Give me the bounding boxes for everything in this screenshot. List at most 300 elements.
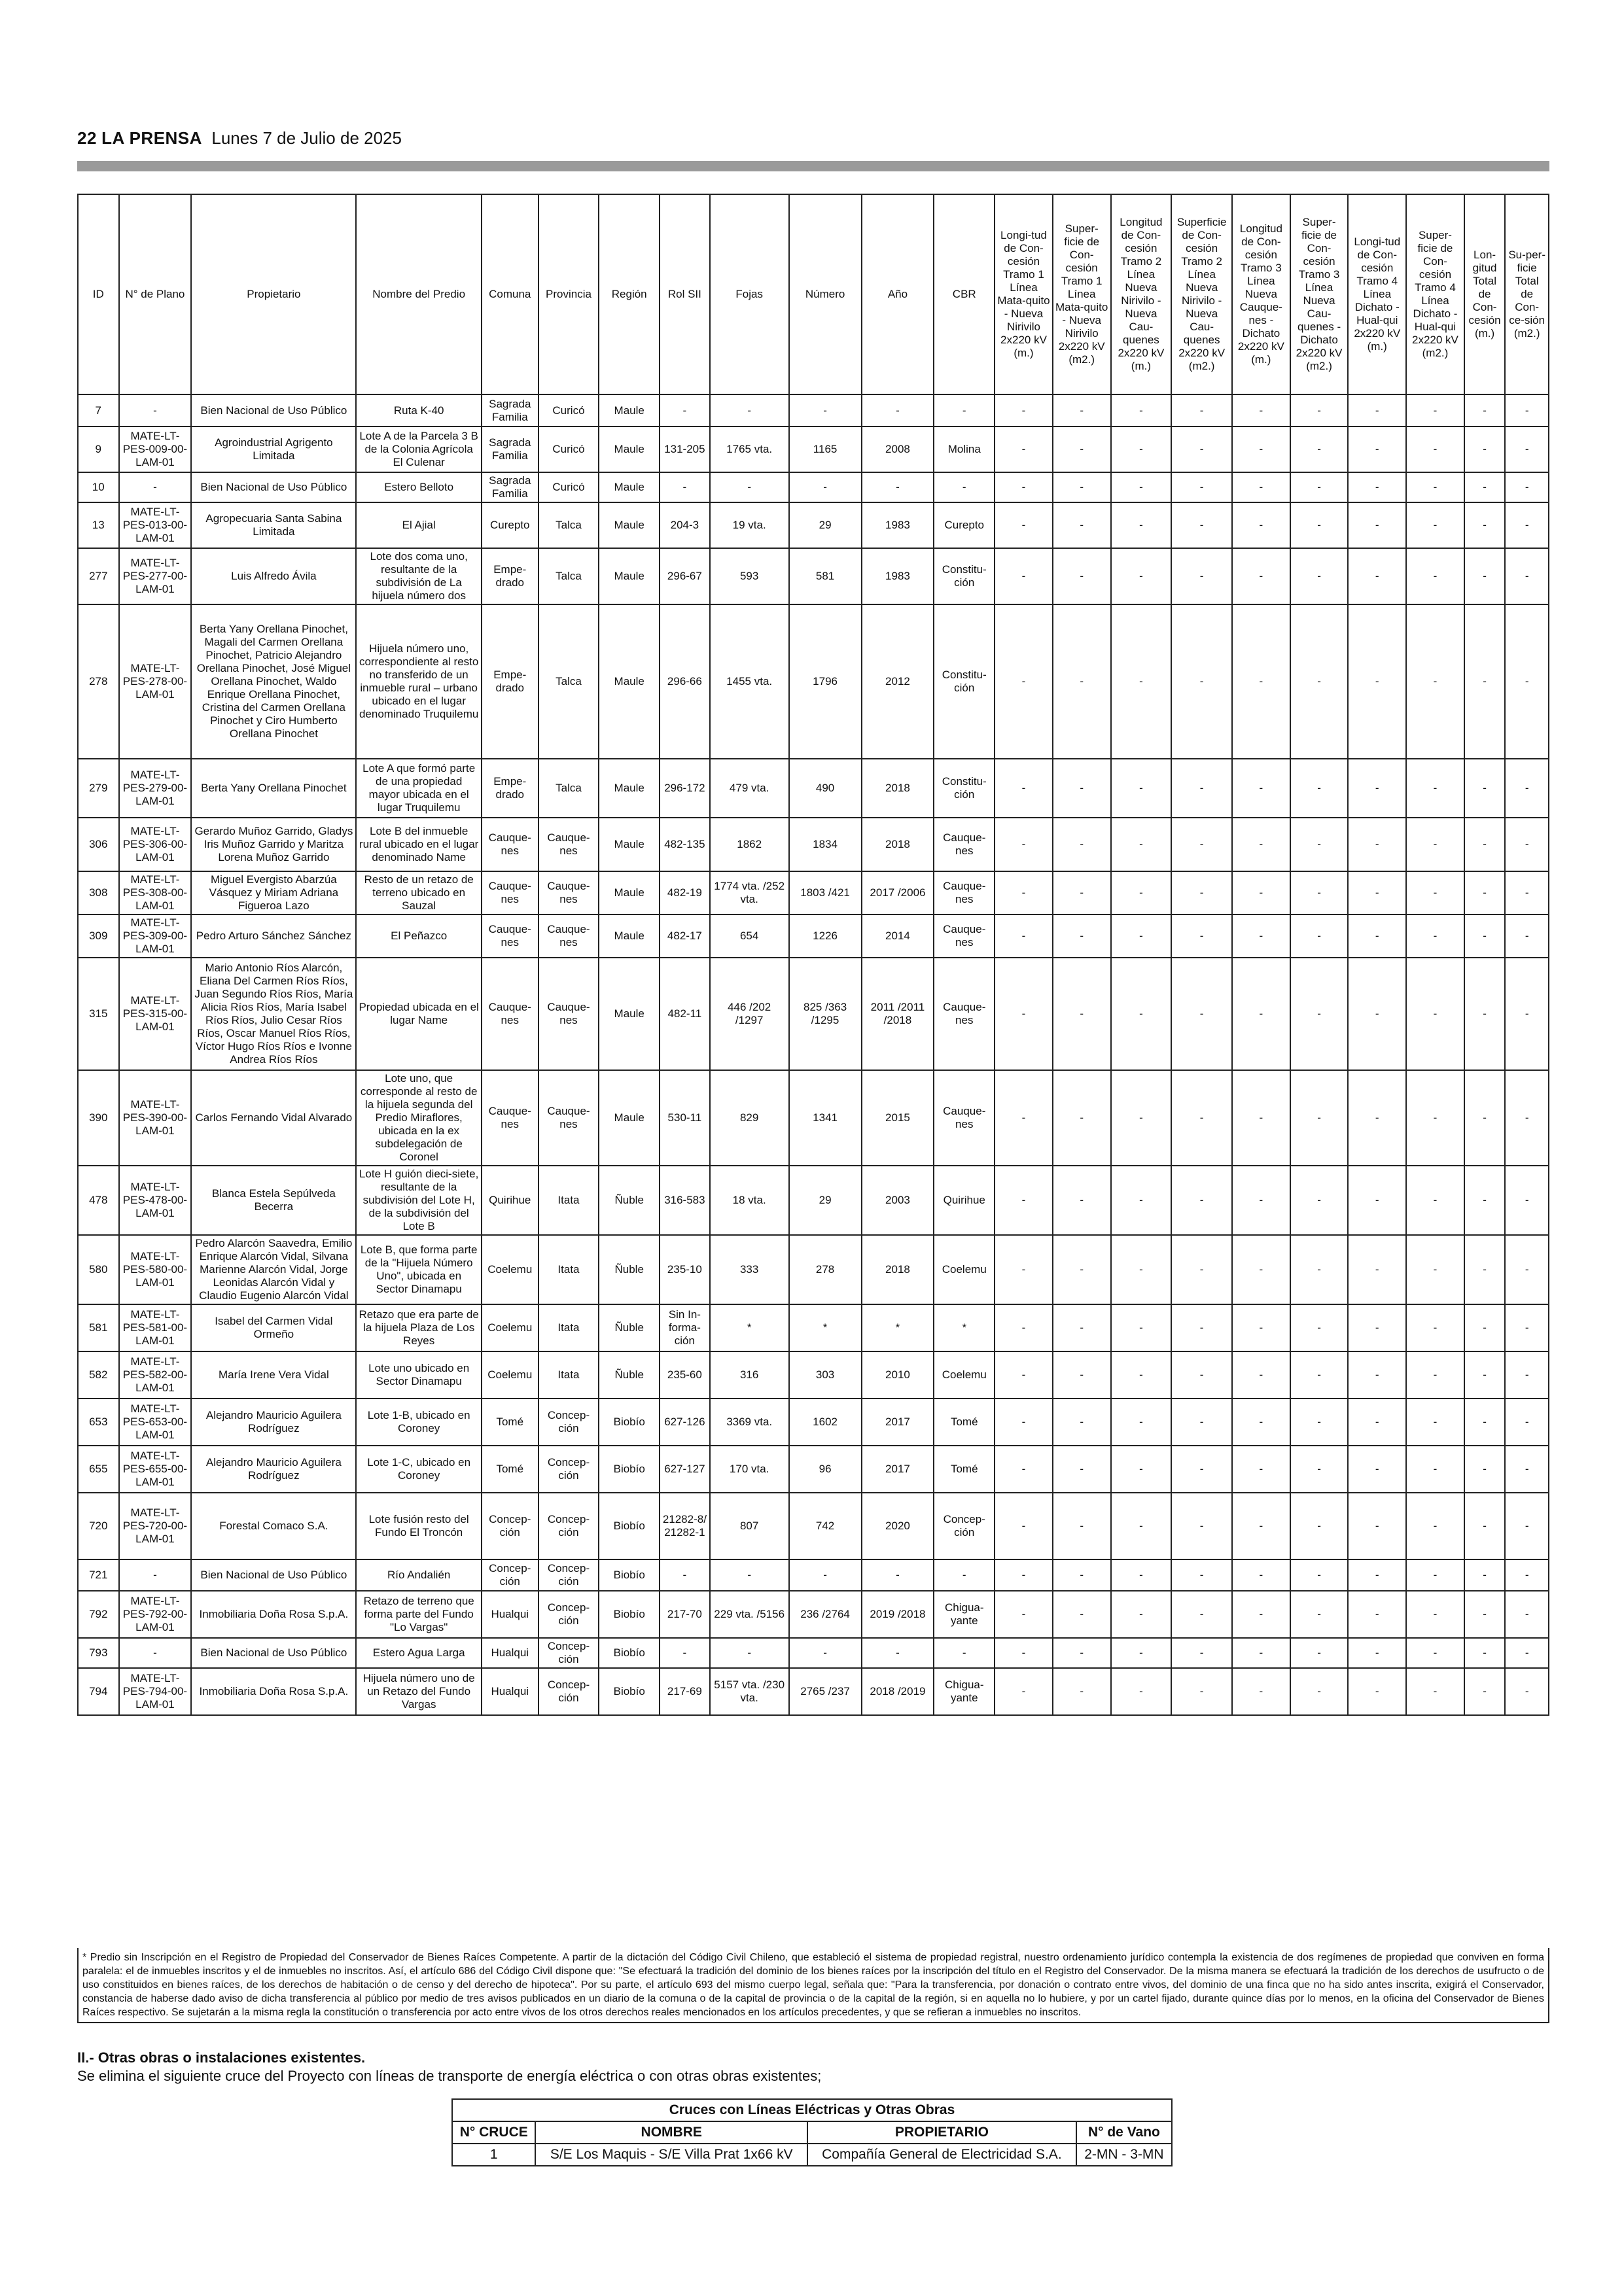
table-cell: Hualqui	[482, 1591, 538, 1638]
table-cell-dash: -	[1232, 1591, 1290, 1638]
table-cell: Concep-ción	[538, 1559, 599, 1591]
table-cell: Concep-ción	[538, 1591, 599, 1638]
table-cell: Cauque-nes	[538, 818, 599, 871]
table-cell: -	[119, 1559, 192, 1591]
table-cell: 296-66	[660, 604, 710, 759]
table-cell-dash: -	[1171, 426, 1232, 472]
table-cell: Biobío	[599, 1493, 660, 1559]
table-cell-dash: -	[1464, 604, 1506, 759]
table-cell: Agroindustrial Agrigento Limitada	[191, 426, 356, 472]
table-cell-dash: -	[1406, 871, 1464, 914]
table-cell: Berta Yany Orellana Pinochet	[191, 759, 356, 818]
table-cell-dash: -	[1290, 548, 1349, 604]
table-cell: 490	[789, 759, 862, 818]
table-row	[78, 1235, 1549, 1304]
table-row	[78, 1668, 1549, 1715]
table-cell: Cauque-nes	[934, 958, 995, 1070]
table-cell: Hualqui	[482, 1668, 538, 1715]
table-cell-dash: -	[1290, 914, 1349, 958]
table-cell: -	[710, 1638, 789, 1668]
table-cell-dash: -	[1406, 1399, 1464, 1446]
table-cell-dash: -	[1053, 1399, 1111, 1446]
table-cell: Constitu-ción	[934, 548, 995, 604]
table-cell: Lote B, que forma parte de la "Hijuela Número Uno", ubicada en Sector Dinamapu	[356, 1235, 482, 1304]
table-cell: -	[119, 472, 192, 502]
table-cell-dash: -	[995, 1668, 1053, 1715]
table-cell-dash: -	[1348, 548, 1406, 604]
table-cell: Ñuble	[599, 1304, 660, 1351]
table-cell: 18 vta.	[710, 1166, 789, 1235]
table-cell: Pedro Alarcón Saavedra, Emilio Enrique Alarcón Vidal, Silvana Marienne Alarcón Vidal, Jorge Leonidas Alarcón Vidal y Claudio Eugenio Alarcón Vidal	[191, 1235, 356, 1304]
table-cell-dash: -	[1505, 818, 1549, 871]
table-cell-dash: -	[1348, 871, 1406, 914]
table-cell: MATE-LT-PES-720-00-LAM-01	[119, 1493, 192, 1559]
table-cell: 315	[78, 958, 119, 1070]
table-cell: Estero Agua Larga	[356, 1638, 482, 1668]
table-cell: -	[934, 1638, 995, 1668]
table-cell-dash: -	[995, 958, 1053, 1070]
column-header: Su-per-ficie Total de Con-ce-sión (m2.)	[1505, 194, 1549, 394]
table-cell-dash: -	[1171, 548, 1232, 604]
table-cell: Curicó	[538, 426, 599, 472]
table-cell-dash: -	[1111, 472, 1172, 502]
table-cell: Cauque-nes	[934, 914, 995, 958]
table-cell-dash: -	[1232, 914, 1290, 958]
table-cell-dash: -	[1406, 759, 1464, 818]
table-cell: Lote 1-B, ubicado en Coroney	[356, 1399, 482, 1446]
table-cell: *	[934, 1304, 995, 1351]
column-header: Número	[789, 194, 862, 394]
table-cell-dash: -	[1505, 426, 1549, 472]
table-cell: 9	[78, 426, 119, 472]
table-cell-dash: -	[1505, 1446, 1549, 1493]
table-row	[78, 1559, 1549, 1591]
table-cell: -	[119, 394, 192, 426]
table-row	[78, 818, 1549, 871]
table-cell-dash: -	[1053, 502, 1111, 548]
table-cell-dash: -	[1232, 1668, 1290, 1715]
column-header: Comuna	[482, 194, 538, 394]
table-cell: 1796	[789, 604, 862, 759]
table-cell-dash: -	[1171, 958, 1232, 1070]
table-cell-dash: -	[1406, 1304, 1464, 1351]
table-cell-dash: -	[1111, 1304, 1172, 1351]
table-cell: 530-11	[660, 1070, 710, 1166]
table-header-row	[78, 194, 1549, 394]
table-cell: Empe-drado	[482, 759, 538, 818]
table-cell: 593	[710, 548, 789, 604]
table-cell-dash: -	[1053, 1591, 1111, 1638]
table-cell: Biobío	[599, 1591, 660, 1638]
table-cell-dash: -	[1053, 472, 1111, 502]
table-cell: El Peñazco	[356, 914, 482, 958]
table-row	[78, 1493, 1549, 1559]
table-cell: MATE-LT-PES-792-00-LAM-01	[119, 1591, 192, 1638]
table-cell: Forestal Comaco S.A.	[191, 1493, 356, 1559]
table-cell: 1341	[789, 1070, 862, 1166]
table-cell: 482-135	[660, 818, 710, 871]
table-cell: MATE-LT-PES-478-00-LAM-01	[119, 1166, 192, 1235]
table-cell-dash: -	[1505, 1166, 1549, 1235]
table-cell-dash: -	[1290, 1166, 1349, 1235]
table-cell: Maule	[599, 426, 660, 472]
table-row	[78, 394, 1549, 426]
table-cell-dash: -	[1505, 914, 1549, 958]
table-cell-dash: -	[1232, 604, 1290, 759]
table-row	[78, 426, 1549, 472]
table-cell: Río Andalién	[356, 1559, 482, 1591]
table-cell-dash: -	[1111, 1070, 1172, 1166]
column-header: Año	[862, 194, 934, 394]
table-cell-dash: -	[1348, 394, 1406, 426]
table-cell: 742	[789, 1493, 862, 1559]
table-cell: 1602	[789, 1399, 862, 1446]
table-cell-dash: -	[1464, 1070, 1506, 1166]
table-row	[78, 914, 1549, 958]
table-cell: Maule	[599, 958, 660, 1070]
table-cell-dash: -	[1232, 1166, 1290, 1235]
table-cell: MATE-LT-PES-009-00-LAM-01	[119, 426, 192, 472]
table-cell: 478	[78, 1166, 119, 1235]
table-cell: Concep-ción	[934, 1493, 995, 1559]
table-cell-dash: -	[1171, 502, 1232, 548]
table-cell: 217-69	[660, 1668, 710, 1715]
table-cell-dash: -	[1232, 502, 1290, 548]
table-row	[78, 871, 1549, 914]
table-cell-dash: -	[1171, 604, 1232, 759]
table-cell: 1834	[789, 818, 862, 871]
table-row	[78, 472, 1549, 502]
table-cell-dash: -	[1232, 1351, 1290, 1399]
table-cell: El Ajial	[356, 502, 482, 548]
table-cell: MATE-LT-PES-013-00-LAM-01	[119, 502, 192, 548]
table-cell-dash: -	[1232, 958, 1290, 1070]
column-header: Super-ficie de Con-cesión Tramo 4 Línea Dichato - Hual-qui 2x220 kV (m2.)	[1406, 194, 1464, 394]
section-heading: II.- Otras obras o instalaciones existentes.	[77, 2049, 366, 2066]
table-cell: Maule	[599, 502, 660, 548]
table-cell: Lote H guión dieci-siete, resultante de la subdivisión del Lote H, de la subdivisión del Lote B	[356, 1166, 482, 1235]
table-cell: Luis Alfredo Ávila	[191, 548, 356, 604]
table-cell-dash: -	[1290, 1351, 1349, 1399]
table-cell-dash: -	[1290, 1446, 1349, 1493]
table-cell: 1862	[710, 818, 789, 871]
table-cell: Concep-ción	[538, 1446, 599, 1493]
table-cell: 2010	[862, 1351, 934, 1399]
table-cell: 2018	[862, 759, 934, 818]
table-cell: 21282-8/ 21282-1	[660, 1493, 710, 1559]
table-cell: 277	[78, 548, 119, 604]
table-cell: 653	[78, 1399, 119, 1446]
table-cell: 655	[78, 1446, 119, 1493]
table-row	[78, 1070, 1549, 1166]
table-cell: Tomé	[934, 1399, 995, 1446]
table-cell-dash: -	[1505, 472, 1549, 502]
table-cell-dash: -	[1171, 1493, 1232, 1559]
footnote-text: * Predio sin Inscripción en el Registro de Propiedad del Conservador de Bienes Raíces Competente. A partir de la dictación del Código Civil Chileno, que estableció el sistema de propiedad registral, nuestro ordenamiento jurídico contempla la existencia de dos regímenes de propiedad que conviven en forma paralela: el de inmuebles inscritos y el de inmuebles no inscritos. Así, el artículo 686 del Código Civil dispone que: "Se efectuará la tradición del dominio de los bienes raíces por la inscripción del título en el Registro del Conservador. De la misma manera se efectuará la tradición de los derechos de usufructo o de uso constituidos en bienes raíces, de los derechos de habitación o de censo y del derecho de hipoteca". Por su parte, el artículo 693 del mismo cuerpo legal, señala que: "Para la transferencia, por donación o contrato entre vivos, del dominio de una finca que no ha sido antes inscrita, exigirá el Conservador, constancia de haberse dado aviso de dicha transferencia al público por medio de tres avisos publicados en un diario de la comuna o de la capital de provincia o de la capital de la región, si en aquella no lo hubiere, y por un cartel fijado, durante quince días por lo menos, en la oficina del Conservador de Bienes Raíces respectivo. Se sujetarán a la misma regla la constitución o transferencia por acto entre vivos de los otros derechos reales mencionados en los artículos precedentes, y que se refieran a inmuebles no inscritos.	[77, 1948, 1549, 2023]
crossings-row	[452, 2144, 1172, 2166]
table-cell: Biobío	[599, 1559, 660, 1591]
table-cell-dash: -	[1348, 759, 1406, 818]
table-cell-dash: -	[1348, 1638, 1406, 1668]
table-cell-dash: -	[1406, 1070, 1464, 1166]
table-cell-dash: -	[1232, 1399, 1290, 1446]
table-cell-dash: -	[1171, 1591, 1232, 1638]
table-cell: 2017 /2006	[862, 871, 934, 914]
table-cell: Maule	[599, 548, 660, 604]
crossings-table	[451, 2098, 1173, 2166]
table-cell: Carlos Fernando Vidal Alvarado	[191, 1070, 356, 1166]
table-cell: Cauque-nes	[538, 914, 599, 958]
table-cell: MATE-LT-PES-582-00-LAM-01	[119, 1351, 192, 1399]
table-cell: 482-17	[660, 914, 710, 958]
table-cell: Empe-drado	[482, 548, 538, 604]
table-cell-dash: -	[1111, 548, 1172, 604]
column-header: Provincia	[538, 194, 599, 394]
table-cell-dash: -	[1464, 1668, 1506, 1715]
table-cell: Estero Belloto	[356, 472, 482, 502]
table-cell-dash: -	[1111, 1591, 1172, 1638]
table-cell-dash: -	[1171, 1235, 1232, 1304]
table-cell-dash: -	[1232, 1304, 1290, 1351]
table-cell-dash: -	[1111, 914, 1172, 958]
table-cell-dash: -	[1406, 1235, 1464, 1304]
table-cell: -	[660, 472, 710, 502]
table-cell: 825 /363 /1295	[789, 958, 862, 1070]
table-cell: MATE-LT-PES-308-00-LAM-01	[119, 871, 192, 914]
table-cell-dash: -	[1406, 1668, 1464, 1715]
table-cell-dash: -	[1348, 818, 1406, 871]
table-cell: Itata	[538, 1304, 599, 1351]
table-cell: Sin In-forma-ción	[660, 1304, 710, 1351]
column-header: Longitud de Con-cesión Tramo 3 Línea Nueva Cauque-nes - Dichato 2x220 kV (m.)	[1232, 194, 1290, 394]
table-cell-dash: -	[1290, 1638, 1349, 1668]
table-cell-dash: -	[1406, 1559, 1464, 1591]
table-cell-dash: -	[1464, 1304, 1506, 1351]
table-cell: Coelemu	[482, 1235, 538, 1304]
table-cell-dash: -	[995, 426, 1053, 472]
table-cell: Inmobiliaria Doña Rosa S.p.A.	[191, 1668, 356, 1715]
column-header: CBR	[934, 194, 995, 394]
table-cell-dash: -	[995, 914, 1053, 958]
table-cell: 279	[78, 759, 119, 818]
table-cell: 390	[78, 1070, 119, 1166]
table-cell-dash: -	[1464, 1559, 1506, 1591]
table-cell: Lote A que formó parte de una propiedad mayor ubicada en el lugar Truquilemu	[356, 759, 482, 818]
table-cell-dash: -	[1171, 472, 1232, 502]
table-cell-dash: -	[1111, 1399, 1172, 1446]
table-cell: MATE-LT-PES-390-00-LAM-01	[119, 1070, 192, 1166]
table-cell-dash: -	[1406, 1446, 1464, 1493]
table-cell-dash: -	[1464, 394, 1506, 426]
table-cell: MATE-LT-PES-655-00-LAM-01	[119, 1446, 192, 1493]
table-cell: 13	[78, 502, 119, 548]
table-cell: Retazo de terreno que forma parte del Fundo "Lo Vargas"	[356, 1591, 482, 1638]
table-cell: Isabel del Carmen Vidal Ormeño	[191, 1304, 356, 1351]
table-cell: -	[862, 1559, 934, 1591]
table-cell: Alejandro Mauricio Aguilera Rodríguez	[191, 1399, 356, 1446]
table-cell-dash: -	[1348, 1591, 1406, 1638]
table-cell: 793	[78, 1638, 119, 1668]
table-cell: Lote dos coma uno, resultante de la subdivisión de La hijuela número dos	[356, 548, 482, 604]
table-cell-dash: -	[1053, 1446, 1111, 1493]
table-cell: 29	[789, 1166, 862, 1235]
table-cell: Maule	[599, 1070, 660, 1166]
table-cell-dash: -	[1505, 1668, 1549, 1715]
table-cell: Itata	[538, 1235, 599, 1304]
table-cell: -	[660, 1559, 710, 1591]
column-header: Super-ficie de Con-cesión Tramo 3 Línea Nueva Cau-quenes - Dichato 2x220 kV (m2.)	[1290, 194, 1349, 394]
table-cell: Coelemu	[482, 1351, 538, 1399]
table-cell: Ñuble	[599, 1166, 660, 1235]
table-cell-dash: -	[1505, 759, 1549, 818]
table-cell: 303	[789, 1351, 862, 1399]
table-cell-dash: -	[1232, 1559, 1290, 1591]
table-cell-dash: -	[1111, 1235, 1172, 1304]
table-cell: Talca	[538, 548, 599, 604]
column-header: N° de Plano	[119, 194, 192, 394]
table-cell-dash: -	[1290, 1070, 1349, 1166]
table-cell: Biobío	[599, 1668, 660, 1715]
table-cell: MATE-LT-PES-794-00-LAM-01	[119, 1668, 192, 1715]
table-cell-dash: -	[1505, 548, 1549, 604]
table-cell: *	[710, 1304, 789, 1351]
table-cell: 7	[78, 394, 119, 426]
table-cell: Biobío	[599, 1399, 660, 1446]
table-cell: 1983	[862, 548, 934, 604]
table-cell-dash: -	[995, 394, 1053, 426]
column-header: ID	[78, 194, 119, 394]
table-cell-dash: -	[995, 1070, 1053, 1166]
table-cell-dash: -	[1406, 426, 1464, 472]
table-cell: -	[710, 1559, 789, 1591]
table-cell: Cauque-nes	[934, 871, 995, 914]
table-cell-dash: -	[995, 1446, 1053, 1493]
table-cell: Talca	[538, 759, 599, 818]
table-cell-dash: -	[1505, 1399, 1549, 1446]
table-cell: 2011 /2011 /2018	[862, 958, 934, 1070]
table-cell-dash: -	[1406, 914, 1464, 958]
table-cell-dash: -	[1053, 426, 1111, 472]
crossings-col-header: PROPIETARIO	[807, 2121, 1076, 2144]
table-cell-dash: -	[1232, 394, 1290, 426]
table-cell-dash: -	[1232, 1493, 1290, 1559]
table-cell: 308	[78, 871, 119, 914]
table-cell-dash: -	[1406, 1166, 1464, 1235]
column-header: Región	[599, 194, 660, 394]
table-cell-dash: -	[1348, 1399, 1406, 1446]
table-cell-dash: -	[1232, 1235, 1290, 1304]
table-cell-dash: -	[1348, 604, 1406, 759]
table-row	[78, 1351, 1549, 1399]
table-cell: 316	[710, 1351, 789, 1399]
table-cell-dash: -	[1348, 914, 1406, 958]
table-row	[78, 548, 1549, 604]
table-cell-dash: -	[1505, 1304, 1549, 1351]
table-cell: 217-70	[660, 1591, 710, 1638]
table-cell: Cauque-nes	[482, 1070, 538, 1166]
table-cell-dash: -	[1348, 1559, 1406, 1591]
table-row	[78, 1591, 1549, 1638]
table-cell: 29	[789, 502, 862, 548]
table-cell-dash: -	[1348, 426, 1406, 472]
table-cell: -	[862, 394, 934, 426]
table-cell: 306	[78, 818, 119, 871]
table-cell: María Irene Vera Vidal	[191, 1351, 356, 1399]
table-cell-dash: -	[1053, 1235, 1111, 1304]
table-cell-dash: -	[1053, 914, 1111, 958]
column-header: Longitud de Con-cesión Tramo 2 Línea Nueva Nirivilo - Nueva Cau-quenes 2x220 kV (m.)	[1111, 194, 1172, 394]
table-cell: Retazo que era parte de la hijuela Plaza de Los Reyes	[356, 1304, 482, 1351]
table-cell: 309	[78, 914, 119, 958]
table-cell: Quirihue	[482, 1166, 538, 1235]
table-cell: Maule	[599, 394, 660, 426]
table-cell: -	[789, 472, 862, 502]
table-cell: 792	[78, 1591, 119, 1638]
table-cell: 2008	[862, 426, 934, 472]
table-cell: -	[789, 1638, 862, 1668]
table-cell-dash: -	[1111, 502, 1172, 548]
table-cell: Curicó	[538, 394, 599, 426]
table-cell: Bien Nacional de Uso Público	[191, 394, 356, 426]
newspaper-name: LA PRENSA	[101, 128, 202, 148]
table-cell-dash: -	[1053, 1304, 1111, 1351]
table-cell: 2018	[862, 1235, 934, 1304]
table-cell: Chigua-yante	[934, 1668, 995, 1715]
table-cell-dash: -	[1232, 818, 1290, 871]
table-cell: Ñuble	[599, 1351, 660, 1399]
table-cell: Biobío	[599, 1446, 660, 1493]
table-cell-dash: -	[1464, 958, 1506, 1070]
table-cell-dash: -	[1464, 472, 1506, 502]
table-cell: 204-3	[660, 502, 710, 548]
table-cell-dash: -	[1505, 871, 1549, 914]
table-cell: 2018 /2019	[862, 1668, 934, 1715]
table-cell: Itata	[538, 1351, 599, 1399]
column-header: Super-ficie de Con-cesión Tramo 1 Línea Mata-quito - Nueva Nirivilo 2x220 kV (m2.)	[1053, 194, 1111, 394]
table-cell: 482-19	[660, 871, 710, 914]
table-cell: Hualqui	[482, 1638, 538, 1668]
section-text: Se elimina el siguiente cruce del Proyecto con líneas de transporte de energía eléctrica o con otras obras existentes;	[77, 2068, 822, 2084]
table-cell: Blanca Estela Sepúlveda Becerra	[191, 1166, 356, 1235]
table-cell: 316-583	[660, 1166, 710, 1235]
table-cell: Curicó	[538, 472, 599, 502]
table-cell-dash: -	[1505, 1351, 1549, 1399]
table-row	[78, 1638, 1549, 1668]
table-cell-dash: -	[1111, 604, 1172, 759]
table-cell: -	[934, 394, 995, 426]
table-cell: MATE-LT-PES-279-00-LAM-01	[119, 759, 192, 818]
table-cell-dash: -	[995, 1591, 1053, 1638]
table-cell: -	[660, 394, 710, 426]
table-cell: Maule	[599, 759, 660, 818]
table-cell-dash: -	[1464, 1493, 1506, 1559]
table-cell-dash: -	[1464, 914, 1506, 958]
header-rule	[77, 161, 1549, 171]
table-cell: Alejandro Mauricio Aguilera Rodríguez	[191, 1446, 356, 1493]
table-cell: Resto de un retazo de terreno ubicado en Sauzal	[356, 871, 482, 914]
table-cell: Bien Nacional de Uso Público	[191, 1559, 356, 1591]
table-cell-dash: -	[1053, 818, 1111, 871]
table-cell-dash: -	[1171, 759, 1232, 818]
table-cell: 19 vta.	[710, 502, 789, 548]
table-cell: 794	[78, 1668, 119, 1715]
table-cell: Tomé	[482, 1446, 538, 1493]
table-cell-dash: -	[1505, 1638, 1549, 1668]
concession-table	[77, 194, 1549, 1716]
table-cell: Quirihue	[934, 1166, 995, 1235]
table-cell-dash: -	[1290, 1235, 1349, 1304]
table-cell-dash: -	[995, 604, 1053, 759]
